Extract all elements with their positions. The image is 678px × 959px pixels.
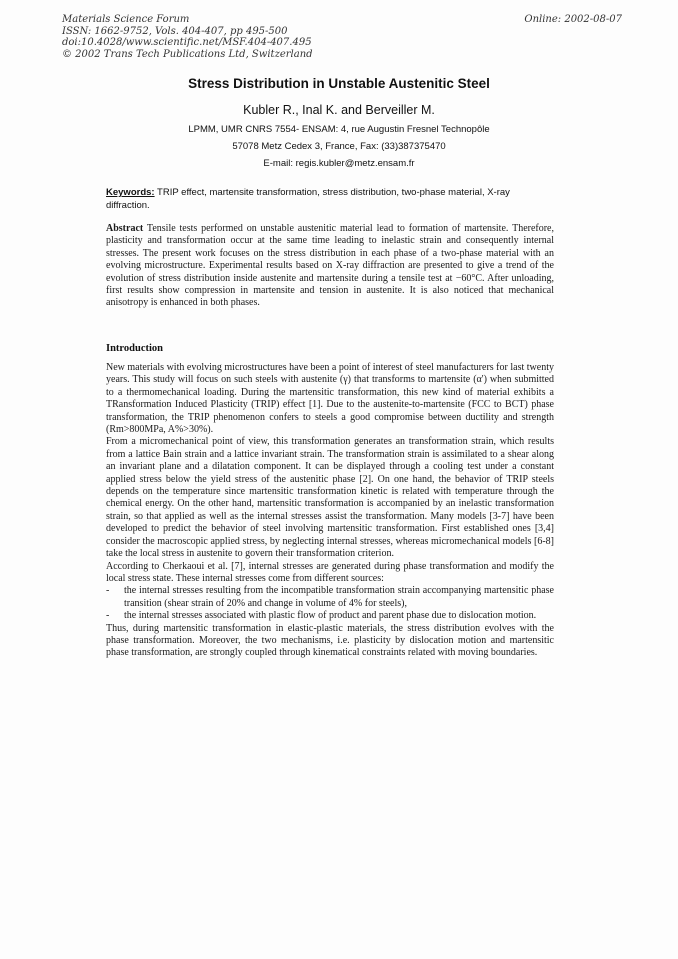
paper-title: Stress Distribution in Unstable Austenitic Steel (188, 76, 490, 91)
keywords-label: Keywords: (106, 187, 155, 198)
list-item (106, 585, 554, 610)
doi-line: doi:10.4028/www.scientific.net/MSF.404-407.495 (62, 37, 312, 48)
publication-header (62, 14, 622, 60)
journal-name: Materials Science Forum (62, 14, 190, 25)
issn-line: ISSN: 1662-9752, Vols. 404-407, pp 495-500 (62, 25, 288, 37)
abstract-label: Abstract (106, 223, 144, 234)
bullet-dash: - (106, 610, 110, 622)
keywords-text: TRIP effect, martensite transformation, stress distribution, two-phase material, X-ray diffraction. (106, 187, 510, 211)
abstract-block (106, 223, 554, 310)
intro-paragraph-3: According to Cherkaoui et al. [7], internal stresses are generated during phase transformation and modify the local stress state. These internal stresses come from different sources: (106, 560, 554, 584)
list-item-text: the internal stresses associated with plastic flow of product and parent phase due to dislocation motion. (124, 610, 537, 622)
intro-paragraph-1: New materials with evolving microstructures have been a point of interest of steel manufacturers for last twenty years. This study will focus on such steels with austenite (γ) that transforms to martensite (α') when submitted to a thermomechanical loading. During the martensitic transformation, this new kind of material exhibits a TRansformation Induced Plasticity (TRIP) effect [1]. Due to the austenite-to-martensite (FCC to BCT) phase transformation, the TRIP phenomenon confers to steels a good compromise between ductility and strength (Rm>800MPa, A%>30%). (106, 362, 554, 436)
affiliation-line-1: LPMM, UMR CNRS 7554- ENSAM: 4, rue Augustin Fresnel Technopôle (188, 124, 490, 135)
affiliation-line-2: 57078 Metz Cedex 3, France, Fax: (33)387375470 (232, 141, 446, 152)
keywords-block (106, 187, 554, 212)
bullet-dash: - (106, 585, 110, 597)
intro-paragraph-2: From a micromechanical point of view, this transformation generates an transformation strain, which results from a lattice Bain strain and a lattice invariant strain. The transformation strain is assimilated to a shear along an invariant plane and a dilatation component. It can be displayed through a cooling test under a constant applied stress below the yield stress of the austenitic phase [2]. On one hand, the behavior of TRIP steels depends on the temperature since martensitic transformation kinetic is related with temperature through the chemical energy. On the other hand, martensitic transformation is accompanied by an inelastic transformation strain, so that applied as well as the internal stresses assist the transformation. Many models [3-7] have been developed to predict the behavior of steel involving martensitic transformation. First established ones [3,4] consider the macroscopic applied stress, by neglecting internal stresses, whereas micromechanical models [6-8] take the local stress in austenite to govern their transformation criterion. (106, 436, 554, 560)
list-item-text: the internal stresses resulting from the incompatible transformation strain accompanying martensitic phase transition (shear strain of 20% and change in volume of 4% for steels), (124, 585, 554, 609)
online-date: Online: 2002-08-07 (524, 14, 622, 25)
paper-authors: Kubler R., Inal K. and Berveiller M. (243, 103, 435, 117)
intro-paragraph-4: Thus, during martensitic transformation in elastic-plastic materials, the stress distribution evolves with the phase transformation. Moreover, the two mechanisms, i.e. plasticity by dislocation motion and martensitic phase transformation, are strongly coupled through kinematical constraints related with moving boundaries. (106, 622, 554, 659)
introduction-body (106, 362, 554, 660)
stress-sources-list (106, 585, 554, 622)
copyright-line: © 2002 Trans Tech Publications Ltd, Switzerland (62, 48, 313, 60)
abstract-text: Tensile tests performed on unstable austenitic material lead to formation of martensite. Therefore, plasticity and transformation occur at the same time leading to inelastic strain and consequently internal stresses. The present work focuses on the stress distribution in each phase of a two-phase material with an evolving microstructure. Experimental results based on X-ray diffraction are presented to give a trend of the evolution of stress distribution inside austenite and martensite during a tensile test at −60°C. After unloading, first results show compression in martensite and tension in austenite. It is also noticed that mechanical anisotropy is enhanced in both phases. (106, 223, 554, 309)
introduction-heading: Introduction (106, 343, 163, 354)
list-item (106, 610, 554, 622)
email-line: E-mail: regis.kubler@metz.ensam.fr (263, 158, 415, 169)
